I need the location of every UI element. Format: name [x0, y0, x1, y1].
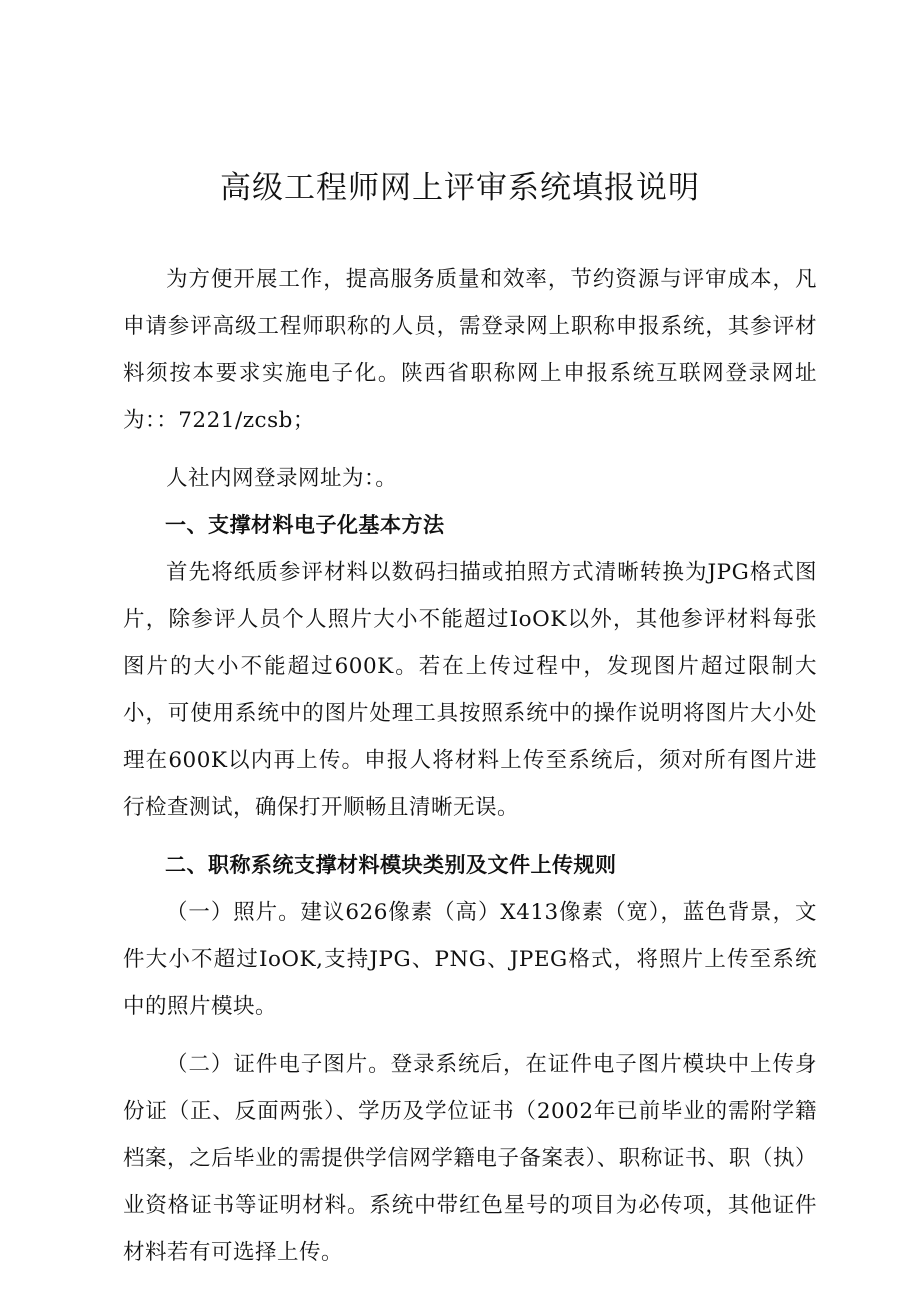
intranet-paragraph: 人社内网登录网址为：。: [166, 466, 398, 491]
item-paragraph-certificates: （二）证件电子图片。登录系统后，在证件电子图片模块中上传身份证（正、反面两张）、学历及学位证书（2002年已前毕业的需附学籍档案，之后毕业的需提供学信网学籍电子备案表）、职称证书、职（执）业资格证书等证明材料。系统中带红色星号的项目为必传项，其他证件材料若有可选择上传。: [123, 1052, 817, 1265]
document-body: [123, 256, 817, 1287]
intro-paragraph: 为方便开展工作，提高服务质量和效率，节约资源与评审成本，凡申请参评高级工程师职称的人员，需登录网上职称申报系统，其参评材料须按本要求实施电子化。陕西省职称网上申报系统互联网登录网址为：：7221/zcsb；: [123, 267, 817, 433]
item-paragraph-photo: （一）照片。建议626像素（高）X413像素（宽），蓝色背景，文件大小不超过IoOK,支持JPG、PNG、JPEG格式，将照片上传至系统中的照片模块。: [123, 900, 817, 1019]
section-paragraph-basic-method: 首先将纸质参评材料以数码扫描或拍照方式清晰转换为JPG格式图片，除参评人员个人照片大小不能超过IoOK以外，其他参评材料每张图片的大小不能超过600K。若在上传过程中，发现图片超过限制大小，可使用系统中的图片处理工具按照系统中的操作说明将图片大小处理在600K以内再上传。申报人将材料上传至系统后，须对所有图片进行检查测试，确保打开顺畅且清晰无误。: [123, 560, 817, 820]
section-heading-basic-method: 一、支撑材料电子化基本方法: [165, 513, 445, 537]
document-title: 高级工程师网上评审系统填报说明: [220, 170, 700, 206]
section-heading-upload-rules: 二、职称系统支撑材料模块类别及文件上传规则: [165, 853, 617, 877]
